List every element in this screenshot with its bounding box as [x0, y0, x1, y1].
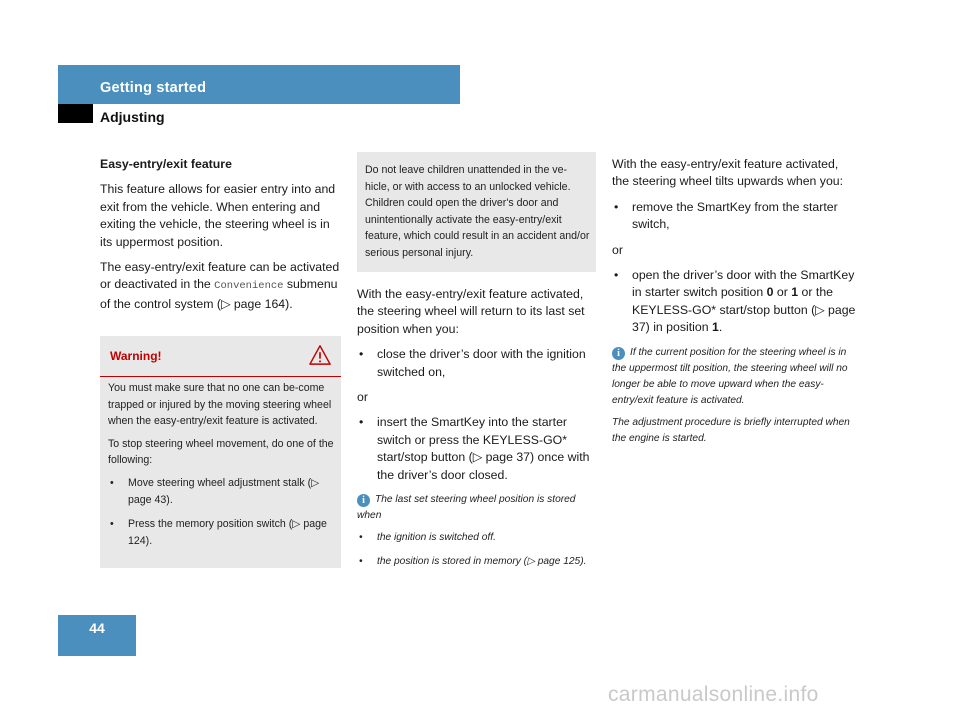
condition-item: • close the driver’s door with the ignition switched on, [357, 346, 599, 381]
tilt-intro: With the easy-entry/exit feature activated, the steering wheel tilts upwards when you: [612, 157, 844, 189]
children-warning-box [357, 152, 596, 272]
tilt-conditions-list-2 [612, 267, 858, 337]
tilt-condition-or: or [776, 285, 788, 300]
tilt-note-2: The adjustment procedure is briefly interrupted when the engine is started. [612, 416, 850, 444]
return-intro: With the easy-entry/exit feature activated, the steering wheel will return to its last set position when you: [357, 287, 585, 336]
tilt-condition-text-b: or the KEYLESS-GO* start/stop button (▷ page 37) in position [632, 285, 856, 335]
warning-box [100, 336, 341, 568]
note-list-item: • the ignition is switched off. [357, 530, 599, 546]
position-1-end: 1 [711, 320, 719, 335]
note-lead [357, 492, 599, 524]
watermark: carmanualsonline.info [608, 683, 819, 706]
tilt-condition-item: • open the driver’s door with the SmartKey in starter switch position 0 or 1 or the KEYLESS-GO* start/stop button (▷ page 37) in position 1. [612, 267, 858, 337]
note-list [357, 530, 599, 570]
page-number: 44 [89, 620, 105, 636]
column-middle [357, 286, 599, 578]
column-right [612, 156, 858, 453]
activation-text-a: The easy-entry/exit feature can be activated or deactivated in the [100, 260, 340, 292]
activation-text-b: submenu of the control system (▷ page 164). [100, 277, 338, 311]
warning-list-item: • Press the memory position switch (▷ page 124). [108, 516, 334, 549]
position-1: 1 [791, 285, 799, 300]
info-icon: i [612, 347, 625, 360]
note-list-item: • the position is stored in memory (▷ page 125). [357, 554, 599, 570]
header-tab-marker [58, 104, 93, 123]
info-icon: i [357, 494, 370, 507]
subsection-title: Adjusting [100, 109, 165, 125]
warning-header [100, 336, 341, 377]
warning-text-1: You must make sure that no one can be-come trapped or injured by the moving steering wheel when the easy-entry/exit feature is activated. [108, 382, 332, 428]
section-title: Getting started [100, 80, 207, 96]
tilt-condition-item: • remove the SmartKey from the starter switch, [612, 199, 858, 234]
children-warning-text: Do not leave children unattended in the ve-hicle, or with access to an unlocked vehicle. Children could open the driver's door and unintentionally activate the easy-entry/exit feature, which could result in an accident and/or serious personal injury. [365, 164, 590, 259]
warning-title: Warning! [110, 349, 162, 363]
warning-body [108, 380, 334, 557]
warning-list [108, 475, 334, 549]
warning-text-2: To stop steering wheel movement, do one of the following: [108, 437, 334, 467]
column-left [100, 156, 342, 321]
stored-position-note [357, 492, 599, 570]
or-separator: or [612, 242, 623, 257]
feature-heading: Easy-entry/exit feature [100, 157, 232, 171]
convenience-menu-label: Convenience [214, 280, 284, 293]
feature-activation-text [100, 259, 342, 313]
tilt-note-1-text: If the current position for the steering wheel is in the uppermost tilt position, the steering wheel will no longer be able to move upward when the easy-entry/exit feature is activated. [612, 346, 848, 406]
return-conditions-list [357, 346, 599, 381]
warning-triangle-icon [309, 344, 331, 366]
position-0: 0 [766, 285, 774, 300]
or-separator: or [357, 390, 368, 405]
tilt-note [612, 345, 858, 447]
tilt-note-1 [612, 345, 858, 409]
tilt-conditions-list [612, 199, 858, 234]
warning-list-item: • Move steering wheel adjustment stalk (▷ page 43). [108, 475, 334, 508]
tilt-condition-text-a: open the driver’s door with the SmartKey in starter switch position [632, 268, 855, 300]
note-lead-text: The last set steering wheel position is stored when [357, 494, 576, 522]
return-conditions-list-2 [357, 414, 599, 484]
feature-description: This feature allows for easier entry into and exit from the vehicle. When entering and exiting the vehicle, the steering wheel is in its uppermost position. [100, 182, 336, 249]
condition-item: • insert the SmartKey into the starter switch or press the KEYLESS-GO* start/stop button (▷ page 37) once with the driver’s door closed. [357, 414, 599, 484]
